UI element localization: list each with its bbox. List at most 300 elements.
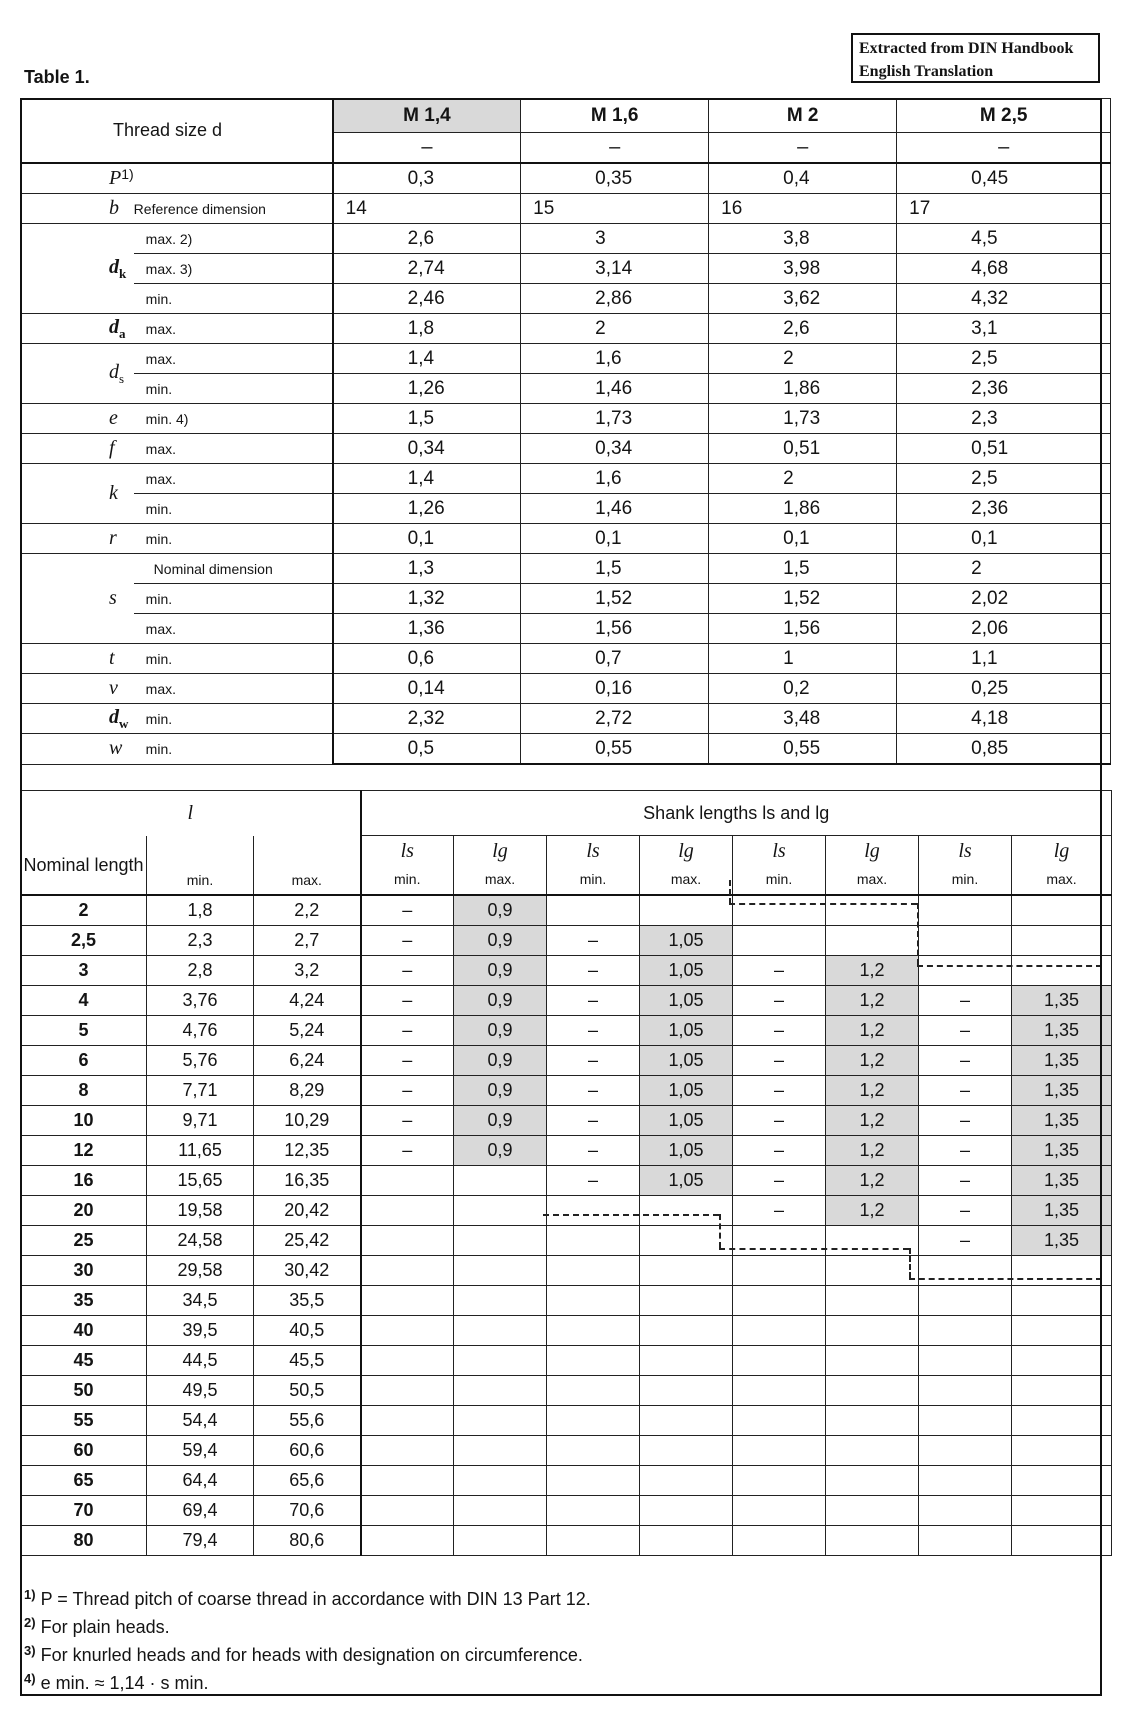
dim-value-3-1: 3,14 [521,254,709,284]
dim-cond-5: max. [134,314,333,344]
source-note-line2: English Translation [859,63,994,80]
l-min-13: 34,5 [147,1285,254,1315]
ls-3-3: – [919,985,1012,1015]
ls-2-2: – [733,955,826,985]
l-min-16: 49,5 [147,1375,254,1405]
nominal-length-18: 60 [21,1435,147,1465]
lg-17-1 [640,1405,733,1435]
lg-20-2 [826,1495,919,1525]
nominal-length-19: 65 [21,1465,147,1495]
nominal-length-17: 55 [21,1405,147,1435]
ls-8-0: – [361,1135,454,1165]
dim-value-17-2: 0,2 [709,674,897,704]
shank-row-2 [21,955,1112,985]
dim-row-13 [21,554,1111,584]
lg-2-0: 0,9 [454,955,547,985]
dim-value-13-3: 2 [897,554,1111,584]
ls-1-1: – [547,925,640,955]
l-max-11: 25,42 [254,1225,361,1255]
ls-17-1 [547,1405,640,1435]
nominal-length-10: 20 [21,1195,147,1225]
dim-value-13-2: 1,5 [709,554,897,584]
ls-7-0: – [361,1105,454,1135]
lg-8-3: 1,35 [1012,1135,1112,1165]
footnote-4-num: 4) [24,1671,36,1686]
ls-14-0 [361,1315,454,1345]
symbol-P: P [109,167,122,189]
lg-7-3: 1,35 [1012,1105,1112,1135]
lg-2-2: 1,2 [826,955,919,985]
nominal-length-1: 2,5 [21,925,147,955]
footnote-1-num: 1) [24,1587,36,1602]
lg-16-0 [454,1375,547,1405]
lg-19-1 [640,1465,733,1495]
ls-5-0: – [361,1045,454,1075]
symbol-v: v [109,677,118,699]
footnote-2-text: For plain heads. [40,1617,170,1637]
dim-value-18-2: 3,48 [709,704,897,734]
ls-16-3 [919,1375,1012,1405]
shank-row-4 [21,1015,1112,1045]
dim-value-18-3: 4,18 [897,704,1111,734]
l-max-18: 60,6 [254,1435,361,1465]
lg-4-0: 0,9 [454,1015,547,1045]
ls-3-2: – [733,985,826,1015]
ls-header-3 [919,836,1012,895]
lg-7-2: 1,2 [826,1105,919,1135]
lg-9-1: 1,05 [640,1165,733,1195]
l-max-21: 80,6 [254,1525,361,1555]
ls-6-1: – [547,1075,640,1105]
ls-7-2: – [733,1105,826,1135]
dim-row-3 [21,254,1111,284]
lg-18-1 [640,1435,733,1465]
ls-11-0 [361,1225,454,1255]
lg-12-0 [454,1255,547,1285]
l-max-17: 55,6 [254,1405,361,1435]
l-min-19: 64,4 [147,1465,254,1495]
size-header-2: M 2 [709,99,897,133]
dim-row-2 [21,224,1111,254]
ls-min-label: min. [765,870,793,887]
table-caption: Table 1. [24,67,90,87]
lg-18-0 [454,1435,547,1465]
ls-3-1: – [547,985,640,1015]
lg-20-1 [640,1495,733,1525]
dim-value-6-1: 1,6 [521,344,709,374]
shank-row-8 [21,1135,1112,1165]
lg-17-2 [826,1405,919,1435]
ls-17-3 [919,1405,1012,1435]
footnote-1-text: P = Thread pitch of coarse thread in accordance with DIN 13 Part 12. [40,1589,591,1609]
dim-value-14-3: 2,02 [897,584,1111,614]
l-min-9: 15,65 [147,1165,254,1195]
lg-15-0 [454,1345,547,1375]
dim-value-18-1: 2,72 [521,704,709,734]
lg-9-0 [454,1165,547,1195]
ls-9-2: – [733,1165,826,1195]
nominal-length-12: 30 [21,1255,147,1285]
dim-value-8-3: 2,3 [897,404,1111,434]
dim-cond-3: max. 3) [134,254,333,284]
dim-value-6-2: 2 [709,344,897,374]
lg-max-label: max. [856,870,888,887]
dim-cond-18: min. [134,704,333,734]
ls-symbol: ls [958,839,972,862]
ls-1-2 [733,925,826,955]
stair-line-m2-top [729,903,917,905]
lg-17-0 [454,1405,547,1435]
dim-row-14 [21,584,1111,614]
ls-8-1: – [547,1135,640,1165]
symbol-f: f [109,437,115,459]
dim-value-11-0: 1,26 [333,494,521,524]
ls-12-1 [547,1255,640,1285]
ls-min-label: min. [951,870,979,887]
dim-row-19 [21,734,1111,765]
size-dash-3: – [897,133,1111,164]
dim-cond-1: Reference dimension [134,194,333,224]
dim-value-16-2: 1 [709,644,897,674]
ls-9-3: – [919,1165,1012,1195]
ls-5-3: – [919,1045,1012,1075]
dim-cond-6: max. [134,344,333,374]
dim-row-11 [21,494,1111,524]
lg-14-1 [640,1315,733,1345]
dim-value-13-0: 1,3 [333,554,521,584]
dim-value-15-3: 2,06 [897,614,1111,644]
l-min-7: 9,71 [147,1105,254,1135]
shank-row-9 [21,1165,1112,1195]
ls-4-3: – [919,1015,1012,1045]
dim-value-10-0: 1,4 [333,464,521,494]
dim-row-10 [21,464,1111,494]
ls-16-0 [361,1375,454,1405]
lg-1-2 [826,925,919,955]
nominal-length-7: 10 [21,1105,147,1135]
ls-12-0 [361,1255,454,1285]
ls-11-1 [547,1225,640,1255]
ls-4-1: – [547,1015,640,1045]
ls-header-2 [733,836,826,895]
ls-10-3: – [919,1195,1012,1225]
ls-0-1 [547,895,640,926]
l-max-13: 35,5 [254,1285,361,1315]
lg-9-2: 1,2 [826,1165,919,1195]
l-max-6: 8,29 [254,1075,361,1105]
shank-row-12 [21,1255,1112,1285]
ls-header-0 [361,836,454,895]
lg-max-label: max. [670,870,702,887]
dim-value-7-0: 1,26 [333,374,521,404]
dim-cond-4: min. [134,284,333,314]
l-min-6: 7,71 [147,1075,254,1105]
dim-value-0-2: 0,4 [709,163,897,194]
shank-row-6 [21,1075,1112,1105]
ls-13-3 [919,1285,1012,1315]
dim-value-18-0: 2,32 [333,704,521,734]
dim-value-11-1: 1,46 [521,494,709,524]
dim-value-3-0: 2,74 [333,254,521,284]
lg-9-3: 1,35 [1012,1165,1112,1195]
ls-11-3: – [919,1225,1012,1255]
shank-row-17 [21,1405,1112,1435]
l-max-14: 40,5 [254,1315,361,1345]
shank-header-row-2 [21,836,1112,895]
dim-value-5-0: 1,8 [333,314,521,344]
lg-6-1: 1,05 [640,1075,733,1105]
l-max-0: 2,2 [254,895,361,926]
dim-symbol-8 [21,404,134,434]
dim-value-13-1: 1,5 [521,554,709,584]
ls-1-3 [919,925,1012,955]
lg-6-3: 1,35 [1012,1075,1112,1105]
dim-cond-10: max. [134,464,333,494]
nominal-length-9: 16 [21,1165,147,1195]
lg-19-2 [826,1465,919,1495]
l-min-21: 79,4 [147,1525,254,1555]
lg-18-2 [826,1435,919,1465]
lg-1-0: 0,9 [454,925,547,955]
dim-cond-7: min. [134,374,333,404]
dim-value-19-1: 0,55 [521,734,709,765]
dim-value-5-1: 2 [521,314,709,344]
symbol-e: e [109,407,118,429]
l-max-1: 2,7 [254,925,361,955]
size-header-row [21,99,1111,133]
lg-symbol: lg [492,839,508,862]
dim-symbol-6 [21,344,134,404]
l-max-20: 70,6 [254,1495,361,1525]
ls-19-1 [547,1465,640,1495]
lg-13-3 [1012,1285,1112,1315]
nominal-length-5: 6 [21,1045,147,1075]
dim-symbol-17 [21,674,134,704]
shank-row-3 [21,985,1112,1015]
ls-19-2 [733,1465,826,1495]
ls-5-2: – [733,1045,826,1075]
dim-cond-2: max. 2) [134,224,333,254]
dim-value-16-3: 1,1 [897,644,1111,674]
ls-15-1 [547,1345,640,1375]
dim-value-2-3: 4,5 [897,224,1111,254]
lg-19-0 [454,1465,547,1495]
dim-symbol-13 [21,554,134,644]
footnote-1 [24,1586,1104,1614]
ls-8-3: – [919,1135,1012,1165]
ls-7-1: – [547,1105,640,1135]
lg-3-2: 1,2 [826,985,919,1015]
lg-20-3 [1012,1495,1112,1525]
lg-15-1 [640,1345,733,1375]
size-dash-0: – [333,133,521,164]
nominal-length-4: 5 [21,1015,147,1045]
dim-value-1-1: 15 [521,194,709,224]
dim-value-12-3: 0,1 [897,524,1111,554]
lg-2-1: 1,05 [640,955,733,985]
dim-symbol-0 [21,163,134,194]
ls-0-2 [733,895,826,926]
l-min-label: min. [147,836,254,895]
dim-value-15-1: 1,56 [521,614,709,644]
ls-18-3 [919,1435,1012,1465]
ls-4-0: – [361,1015,454,1045]
lg-17-3 [1012,1405,1112,1435]
ls-2-1: – [547,955,640,985]
dim-value-3-3: 4,68 [897,254,1111,284]
lg-3-3: 1,35 [1012,985,1112,1015]
lg-15-3 [1012,1345,1112,1375]
dim-value-2-1: 3 [521,224,709,254]
l-max-12: 30,42 [254,1255,361,1285]
dim-value-12-1: 0,1 [521,524,709,554]
ls-min-label: min. [579,870,607,887]
lg-5-0: 0,9 [454,1045,547,1075]
dim-symbol-2 [21,224,134,314]
symbol-w: w [109,737,123,760]
lg-0-3 [1012,895,1112,926]
lg-symbol: lg [1053,839,1070,862]
lg-10-0 [454,1195,547,1225]
dim-symbol-12 [21,524,134,554]
ls-2-3 [919,955,1012,985]
dim-value-8-2: 1,73 [709,404,897,434]
ls-6-0: – [361,1075,454,1105]
lg-1-3 [1012,925,1112,955]
ls-13-2 [733,1285,826,1315]
ls-18-1 [547,1435,640,1465]
ls-symbol: ls [586,839,600,862]
nominal-length-8: 12 [21,1135,147,1165]
shank-length-table [20,790,1112,1556]
symbol-r: r [109,527,117,549]
dim-row-9 [21,434,1111,464]
dim-value-4-0: 2,46 [333,284,521,314]
stair-line-m25-left [917,903,919,965]
ls-10-0 [361,1195,454,1225]
dim-row-8 [21,404,1111,434]
dim-cond-9: max. [134,434,333,464]
ls-17-2 [733,1405,826,1435]
lg-4-3: 1,35 [1012,1015,1112,1045]
footnote-2 [24,1614,1104,1642]
dim-cond-8: min. 4) [134,404,333,434]
lg-11-3: 1,35 [1012,1225,1112,1255]
ls-17-0 [361,1405,454,1435]
dim-cond-14: min. [134,584,333,614]
source-note [851,33,1100,83]
ls-10-1 [547,1195,640,1225]
l-min-12: 29,58 [147,1255,254,1285]
shank-row-20 [21,1495,1112,1525]
lg-19-3 [1012,1465,1112,1495]
dim-symbol-9 [21,434,134,464]
dim-value-10-3: 2,5 [897,464,1111,494]
nominal-length-13: 35 [21,1285,147,1315]
dim-row-17 [21,674,1111,704]
dim-value-4-1: 2,86 [521,284,709,314]
ls-14-3 [919,1315,1012,1345]
ls-6-2: – [733,1075,826,1105]
lg-13-0 [454,1285,547,1315]
lg-21-0 [454,1525,547,1555]
ls-min-label: min. [394,870,421,887]
dim-cond-19: min. [134,734,333,765]
dim-row-0 [21,163,1111,194]
l-max-8: 12,35 [254,1135,361,1165]
footnote-3 [24,1642,1104,1670]
lg-16-1 [640,1375,733,1405]
symbol-t: t [109,647,115,669]
ls-15-2 [733,1345,826,1375]
symbol-dw: $d_w$ [109,705,129,731]
dim-value-4-2: 3,62 [709,284,897,314]
ls-7-3: – [919,1105,1012,1135]
l-max-2: 3,2 [254,955,361,985]
shank-row-19 [21,1465,1112,1495]
lg-0-2 [826,895,919,926]
symbol-da: $d_a$ [109,315,126,341]
dim-row-1 [21,194,1111,224]
l-min-10: 19,58 [147,1195,254,1225]
lg-11-2 [826,1225,919,1255]
l-min-11: 24,58 [147,1225,254,1255]
dim-value-9-0: 0,34 [333,434,521,464]
dim-ref-note: 1) [121,166,134,182]
dim-value-19-2: 0,55 [709,734,897,765]
lg-4-2: 1,2 [826,1015,919,1045]
ls-3-0: – [361,985,454,1015]
lg-12-1 [640,1255,733,1285]
footnote-3-text: For knurled heads and for heads with designation on circumference. [40,1645,583,1665]
ls-21-1 [547,1525,640,1555]
shank-row-21 [21,1525,1112,1555]
dim-row-18 [21,704,1111,734]
dim-value-7-3: 2,36 [897,374,1111,404]
symbol-ds: $d_s$ [109,360,125,386]
dim-value-17-3: 0,25 [897,674,1111,704]
footnotes [24,1586,1104,1698]
dim-value-2-0: 2,6 [333,224,521,254]
footnote-4-text: e min. ≈ 1,14 · s min. [40,1673,209,1693]
dim-cond-16: min. [134,644,333,674]
thread-size-label: Thread size d [21,99,333,164]
l-max-3: 4,24 [254,985,361,1015]
dim-value-4-3: 4,32 [897,284,1111,314]
l-min-3: 3,76 [147,985,254,1015]
ls-8-2: – [733,1135,826,1165]
dim-value-1-2: 16 [709,194,897,224]
ls-symbol: ls [772,839,786,862]
l-max-4: 5,24 [254,1015,361,1045]
lg-5-1: 1,05 [640,1045,733,1075]
dim-value-0-3: 0,45 [897,163,1111,194]
lg-18-3 [1012,1435,1112,1465]
dim-value-11-2: 1,86 [709,494,897,524]
dim-value-17-0: 0,14 [333,674,521,704]
lg-15-2 [826,1345,919,1375]
ls-21-3 [919,1525,1012,1555]
dim-row-16 [21,644,1111,674]
shank-row-7 [21,1105,1112,1135]
dim-value-9-2: 0,51 [709,434,897,464]
symbol-s: s [109,587,117,609]
dim-value-16-0: 0,6 [333,644,521,674]
dim-value-8-0: 1,5 [333,404,521,434]
dim-value-19-3: 0,85 [897,734,1111,765]
dim-value-10-2: 2 [709,464,897,494]
lg-12-2 [826,1255,919,1285]
